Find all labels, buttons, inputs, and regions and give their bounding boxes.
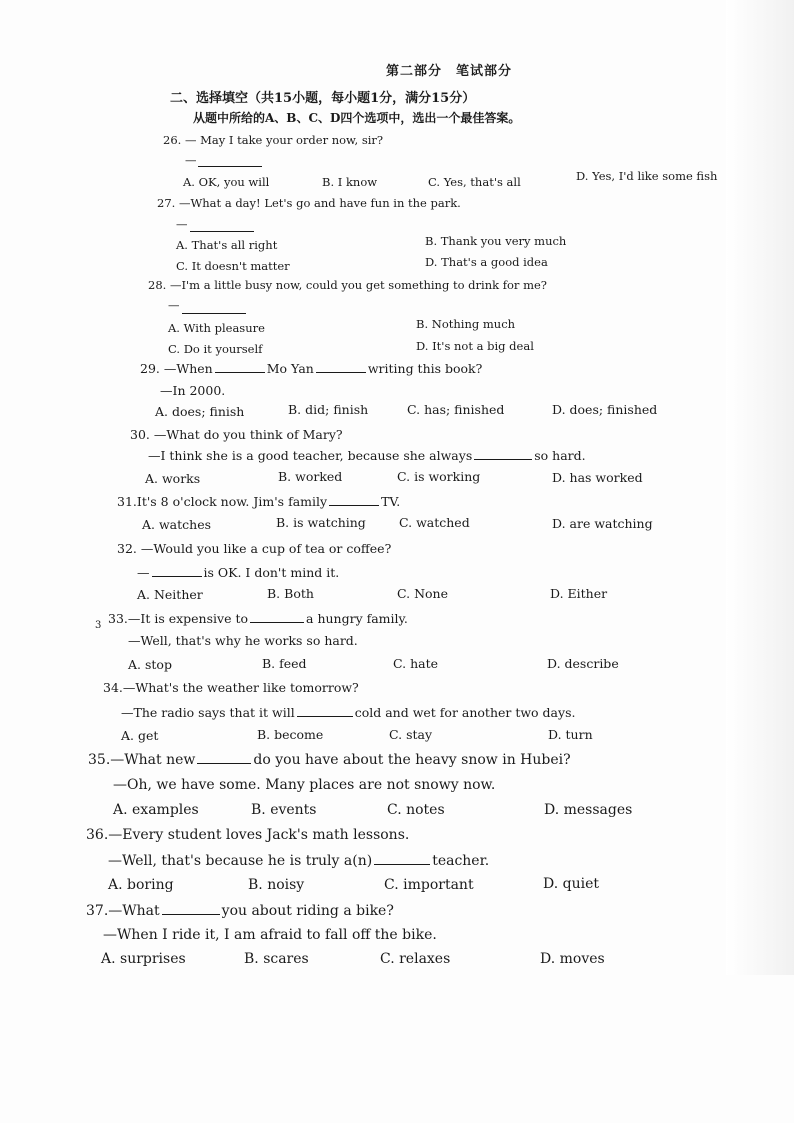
option-a: A. surprises — [101, 951, 186, 967]
option-c: C. None — [397, 586, 448, 601]
option-b: B. scares — [244, 951, 309, 967]
answer-blank — [374, 852, 430, 865]
margin-mark: 3 — [95, 620, 102, 631]
option-b: B. Nothing much — [416, 317, 516, 331]
question-stem: 34.—What's the weather like tomorrow? — [103, 680, 359, 695]
option-a: A. With pleasure — [168, 321, 265, 335]
option-d: D. Yes, I'd like some fish — [576, 169, 718, 183]
answer-reply: —The radio says that it will cold and wet for another two days. — [121, 705, 576, 720]
question-stem: 30. —What do you think of Mary? — [130, 427, 343, 442]
option-a: A. get — [121, 728, 159, 743]
answer-reply: — is OK. I don't mind it. — [137, 565, 340, 580]
question-stem: 33.—It is expensive to a hungry family. — [108, 611, 408, 626]
option-c: C. has; finished — [407, 402, 505, 417]
scan-edge-shade — [726, 0, 794, 975]
answer-reply: — — [168, 298, 180, 312]
option-a: A. works — [145, 471, 201, 486]
option-d: D. It's not a big deal — [416, 339, 534, 353]
option-b: B. is watching — [276, 515, 366, 530]
instruction-text: 从题中所给的A、B、C、D四个选项中，选出一个最佳答案。 — [193, 111, 521, 125]
option-a: A. watches — [142, 517, 212, 532]
part-title: 第二部分 笔试部分 — [386, 64, 513, 79]
option-b: B. noisy — [248, 877, 305, 893]
option-c: C. is working — [397, 469, 481, 484]
option-d: D. That's a good idea — [425, 255, 548, 269]
answer-reply: —Well, that's because he is truly a(n) teacher. — [108, 853, 490, 869]
answer-blank — [197, 751, 251, 764]
answer-blank — [215, 360, 265, 373]
option-b: B. feed — [262, 656, 307, 671]
option-d: D. describe — [547, 656, 619, 671]
option-c: C. relaxes — [380, 951, 451, 967]
section-title: 二、选择填空（共15小题，每小题1分，满分15分） — [170, 91, 476, 106]
answer-reply: —Well, that's why he works so hard. — [128, 633, 358, 648]
answer-blank — [198, 165, 262, 167]
question-stem: 26. — May I take your order now, sir? — [163, 133, 384, 147]
answer-blank — [250, 610, 304, 623]
answer-blank — [152, 564, 202, 577]
answer-reply: —When I ride it, I am afraid to fall off the bike. — [103, 927, 437, 943]
option-a: A. OK, you will — [183, 175, 270, 189]
option-d: D. quiet — [543, 876, 599, 892]
option-c: C. stay — [389, 727, 433, 742]
option-b: B. become — [257, 727, 324, 742]
option-c: C. It doesn't matter — [176, 259, 290, 273]
option-d: D. has worked — [552, 470, 643, 485]
question-stem: 36.—Every student loves Jack's math lessons. — [86, 827, 410, 843]
answer-reply: —I think she is a good teacher, because she always so hard. — [148, 448, 586, 463]
option-d: D. messages — [544, 802, 633, 818]
answer-blank — [329, 493, 379, 506]
answer-reply: — — [176, 217, 188, 231]
option-b: B. I know — [322, 175, 378, 189]
question-stem: 32. —Would you like a cup of tea or coffee? — [117, 541, 392, 556]
option-c: C. Do it yourself — [168, 342, 263, 356]
option-a: A. That's all right — [176, 238, 278, 252]
option-b: B. worked — [278, 469, 343, 484]
answer-reply: —Oh, we have some. Many places are not snowy now. — [113, 777, 496, 793]
answer-blank — [190, 230, 254, 232]
answer-blank — [182, 312, 246, 314]
option-c: C. hate — [393, 656, 438, 671]
option-b: B. Thank you very much — [425, 234, 567, 248]
answer-reply: —In 2000. — [160, 383, 226, 398]
question-stem: 29. —When Mo Yan writing this book? — [140, 361, 483, 376]
question-stem: 37.—What you about riding a bike? — [86, 903, 394, 919]
question-stem: 31.It's 8 o'clock now. Jim's family TV. — [117, 494, 401, 509]
option-b: B. Both — [267, 586, 314, 601]
option-d: D. does; finished — [552, 402, 658, 417]
option-d: D. are watching — [552, 516, 653, 531]
option-a: A. stop — [128, 657, 172, 672]
option-c: C. Yes, that's all — [428, 175, 521, 189]
option-c: C. notes — [387, 802, 445, 818]
option-b: B. events — [251, 802, 317, 818]
question-stem: 28. —I'm a little busy now, could you get something to drink for me? — [148, 278, 547, 292]
option-c: C. watched — [399, 515, 470, 530]
answer-blank — [316, 360, 366, 373]
option-a: A. boring — [108, 877, 174, 893]
option-d: D. moves — [540, 951, 605, 967]
answer-blank — [297, 704, 353, 717]
answer-blank — [474, 447, 532, 460]
option-d: D. Either — [550, 586, 608, 601]
option-b: B. did; finish — [288, 402, 369, 417]
option-c: C. important — [384, 877, 474, 893]
option-a: A. Neither — [137, 587, 203, 602]
answer-blank — [162, 902, 220, 915]
option-d: D. turn — [548, 727, 593, 742]
question-stem: 27. —What a day! Let's go and have fun in the park. — [157, 196, 461, 210]
option-a: A. does; finish — [155, 404, 245, 419]
option-a: A. examples — [113, 802, 199, 818]
question-stem: 35.—What new do you have about the heavy snow in Hubei? — [88, 752, 571, 768]
answer-reply: — — [185, 153, 197, 167]
